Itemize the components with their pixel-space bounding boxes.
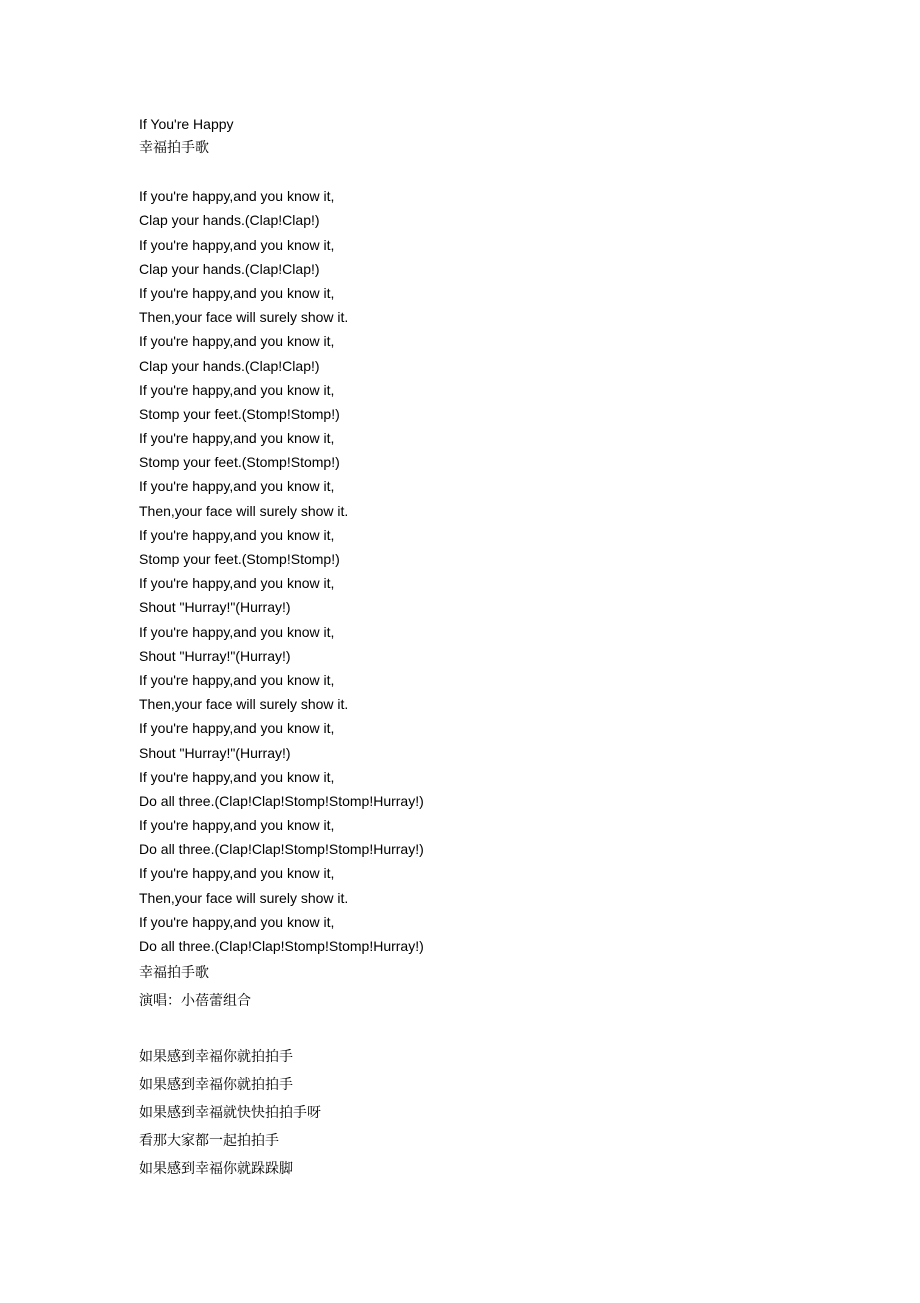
lyric-line: If you're happy,and you know it,: [139, 575, 335, 592]
lyric-line: If you're happy,and you know it,: [139, 817, 335, 834]
lyric-line: Shout "Hurray!"(Hurray!): [139, 599, 291, 616]
english-lyrics: [139, 186, 839, 960]
blank-line: [139, 1016, 839, 1044]
lyric-line: Then,your face will surely show it.: [139, 889, 349, 906]
lyric-line: Clap your hands.(Clap!Clap!): [139, 357, 320, 374]
lyric-line-cn: 看那大家都一起拍拍手: [139, 1133, 279, 1150]
lyric-line: If you're happy,and you know it,: [139, 671, 335, 688]
lyric-line: Shout "Hurray!"(Hurray!): [139, 647, 291, 664]
lyric-line: If you're happy,and you know it,: [139, 526, 335, 543]
lyric-line: If you're happy,and you know it,: [139, 865, 335, 882]
lyric-line: Clap your hands.(Clap!Clap!): [139, 212, 320, 229]
cn-section-title: 幸福拍手歌: [139, 965, 209, 982]
lyric-line: If you're happy,and you know it,: [139, 381, 335, 398]
lyric-line: Do all three.(Clap!Clap!Stomp!Stomp!Hurray!): [139, 792, 424, 809]
lyric-line: If you're happy,and you know it,: [139, 768, 335, 785]
song-title: If You're Happy: [139, 116, 234, 132]
lyric-line: Stomp your feet.(Stomp!Stomp!): [139, 454, 340, 471]
lyric-line: Do all three.(Clap!Clap!Stomp!Stomp!Hurray!): [139, 841, 424, 858]
lyric-line-cn: 如果感到幸福你就拍拍手: [139, 1077, 293, 1094]
lyric-line-cn: 如果感到幸福你就跺跺脚: [139, 1161, 293, 1178]
lyric-line: If you're happy,and you know it,: [139, 913, 335, 930]
lyric-line: If you're happy,and you know it,: [139, 236, 335, 253]
lyric-line: If you're happy,and you know it,: [139, 430, 335, 447]
lyric-line-cn: 如果感到幸福就快快拍拍手呀: [139, 1105, 321, 1122]
song-subtitle-cn: 幸福拍手歌: [139, 140, 209, 156]
lyric-line: Do all three.(Clap!Clap!Stomp!Stomp!Hurray!): [139, 938, 424, 954]
lyric-line: Then,your face will surely show it.: [139, 502, 349, 519]
lyric-line: Stomp your feet.(Stomp!Stomp!): [139, 551, 340, 567]
lyric-line: Then,your face will surely show it.: [139, 309, 349, 326]
blank-line: [139, 162, 839, 186]
lyric-line: Then,your face will surely show it.: [139, 696, 349, 713]
lyric-line: If you're happy,and you know it,: [139, 720, 335, 737]
lyric-line-cn: 如果感到幸福你就拍拍手: [139, 1049, 293, 1066]
lyric-line: If you're happy,and you know it,: [139, 478, 335, 495]
lyric-line: If you're happy,and you know it,: [139, 188, 335, 205]
lyric-line: Clap your hands.(Clap!Clap!): [139, 260, 320, 277]
lyric-line: Shout "Hurray!"(Hurray!): [139, 744, 291, 761]
lyric-line: If you're happy,and you know it,: [139, 623, 335, 640]
lyric-line: If you're happy,and you know it,: [139, 284, 335, 301]
document-content: [139, 114, 839, 1184]
lyric-line: If you're happy,and you know it,: [139, 333, 335, 350]
cn-singer: 演唱：小蓓蕾组合: [139, 993, 251, 1010]
lyric-line: Stomp your feet.(Stomp!Stomp!): [139, 405, 340, 422]
chinese-lyrics: [139, 1044, 839, 1184]
